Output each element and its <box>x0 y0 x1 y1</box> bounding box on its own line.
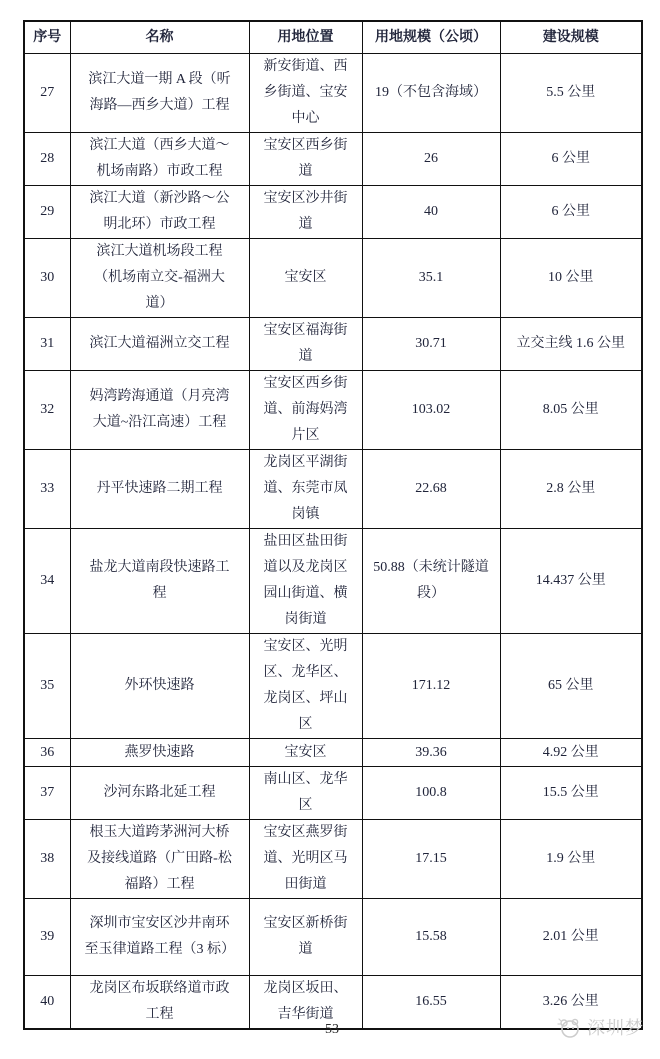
cell-name: 妈湾跨海通道（月亮湾大道~沿江高速）工程 <box>70 371 249 450</box>
column-header-area: 用地规模（公顷） <box>362 21 500 54</box>
cell-no: 35 <box>24 634 70 739</box>
table-row <box>24 54 642 133</box>
cell-name: 滨江大道（西乡大道～机场南路）市政工程 <box>70 133 249 186</box>
cell-location: 宝安区 <box>249 739 362 767</box>
cell-location: 宝安区、光明区、龙华区、龙岗区、坪山区 <box>249 634 362 739</box>
cell-scale: 15.5 公里 <box>500 767 642 820</box>
watermark <box>556 1014 644 1040</box>
cell-scale: 1.9 公里 <box>500 820 642 899</box>
cell-name: 滨江大道机场段工程（机场南立交-福洲大道） <box>70 239 249 318</box>
cell-name: 龙岗区布坂联络道市政工程 <box>70 976 249 1030</box>
cell-area: 17.15 <box>362 820 500 899</box>
table-row <box>24 133 642 186</box>
cell-no: 36 <box>24 739 70 767</box>
cell-location: 宝安区西乡街道 <box>249 133 362 186</box>
cell-no: 27 <box>24 54 70 133</box>
cell-area: 40 <box>362 186 500 239</box>
table-row <box>24 371 642 450</box>
page-number: 53 <box>325 1022 339 1037</box>
cell-name: 沙河东路北延工程 <box>70 767 249 820</box>
cell-area: 100.8 <box>362 767 500 820</box>
cell-area: 35.1 <box>362 239 500 318</box>
cell-scale: 5.5 公里 <box>500 54 642 133</box>
cell-name: 燕罗快速路 <box>70 739 249 767</box>
cell-no: 29 <box>24 186 70 239</box>
cell-area: 22.68 <box>362 450 500 529</box>
cell-no: 39 <box>24 899 70 976</box>
table-row <box>24 239 642 318</box>
cell-no: 30 <box>24 239 70 318</box>
table-row <box>24 767 642 820</box>
cell-name: 根玉大道跨茅洲河大桥及接线道路（广田路-松福路）工程 <box>70 820 249 899</box>
cell-name: 外环快速路 <box>70 634 249 739</box>
cell-location: 宝安区 <box>249 239 362 318</box>
watermark-logo-icon <box>556 1015 582 1039</box>
table-row <box>24 976 642 1030</box>
cell-scale: 4.92 公里 <box>500 739 642 767</box>
cell-area: 50.88（未统计隧道段） <box>362 529 500 634</box>
cell-no: 32 <box>24 371 70 450</box>
table-row <box>24 529 642 634</box>
cell-location: 龙岗区坂田、吉华街道 <box>249 976 362 1030</box>
column-header-location: 用地位置 <box>249 21 362 54</box>
cell-scale: 立交主线 1.6 公里 <box>500 318 642 371</box>
cell-no: 34 <box>24 529 70 634</box>
table-row <box>24 820 642 899</box>
table-row <box>24 739 642 767</box>
cell-location: 宝安区新桥街道 <box>249 899 362 976</box>
cell-scale: 65 公里 <box>500 634 642 739</box>
cell-scale: 2.01 公里 <box>500 899 642 976</box>
cell-location: 盐田区盐田街道以及龙岗区园山街道、横岗街道 <box>249 529 362 634</box>
cell-scale: 2.8 公里 <box>500 450 642 529</box>
cell-no: 37 <box>24 767 70 820</box>
cell-scale: 6 公里 <box>500 186 642 239</box>
cell-area: 19（不包含海域） <box>362 54 500 133</box>
cell-name: 滨江大道（新沙路～公明北环）市政工程 <box>70 186 249 239</box>
cell-scale: 14.437 公里 <box>500 529 642 634</box>
cell-location: 龙岗区平湖街道、东莞市凤岗镇 <box>249 450 362 529</box>
cell-location: 南山区、龙华区 <box>249 767 362 820</box>
cell-no: 40 <box>24 976 70 1030</box>
cell-area: 39.36 <box>362 739 500 767</box>
cell-scale: 6 公里 <box>500 133 642 186</box>
cell-scale: 3.26 公里 <box>500 976 642 1030</box>
cell-area: 103.02 <box>362 371 500 450</box>
cell-location: 宝安区西乡街道、前海妈湾片区 <box>249 371 362 450</box>
watermark-text: 深圳梦 <box>587 1018 644 1038</box>
cell-no: 31 <box>24 318 70 371</box>
cell-scale: 8.05 公里 <box>500 371 642 450</box>
cell-area: 30.71 <box>362 318 500 371</box>
cell-no: 33 <box>24 450 70 529</box>
cell-area: 171.12 <box>362 634 500 739</box>
cell-name: 丹平快速路二期工程 <box>70 450 249 529</box>
table-row <box>24 899 642 976</box>
cell-location: 新安街道、西乡街道、宝安中心 <box>249 54 362 133</box>
cell-scale: 10 公里 <box>500 239 642 318</box>
cell-area: 15.58 <box>362 899 500 976</box>
column-header-name: 名称 <box>70 21 249 54</box>
table-row <box>24 186 642 239</box>
cell-name: 滨江大道福洲立交工程 <box>70 318 249 371</box>
column-header-no: 序号 <box>24 21 70 54</box>
table-header-row <box>24 21 642 54</box>
table-row <box>24 318 642 371</box>
cell-location: 宝安区福海街道 <box>249 318 362 371</box>
cell-name: 盐龙大道南段快速路工程 <box>70 529 249 634</box>
projects-table <box>23 20 643 1030</box>
table-row <box>24 450 642 529</box>
cell-no: 38 <box>24 820 70 899</box>
cell-area: 16.55 <box>362 976 500 1030</box>
cell-location: 宝安区沙井街道 <box>249 186 362 239</box>
cell-name: 深圳市宝安区沙井南环至玉律道路工程（3 标） <box>70 899 249 976</box>
cell-location: 宝安区燕罗街道、光明区马田街道 <box>249 820 362 899</box>
cell-name: 滨江大道一期 A 段（听海路—西乡大道）工程 <box>70 54 249 133</box>
cell-no: 28 <box>24 133 70 186</box>
cell-area: 26 <box>362 133 500 186</box>
column-header-scale: 建设规模 <box>500 21 642 54</box>
table-row <box>24 634 642 739</box>
